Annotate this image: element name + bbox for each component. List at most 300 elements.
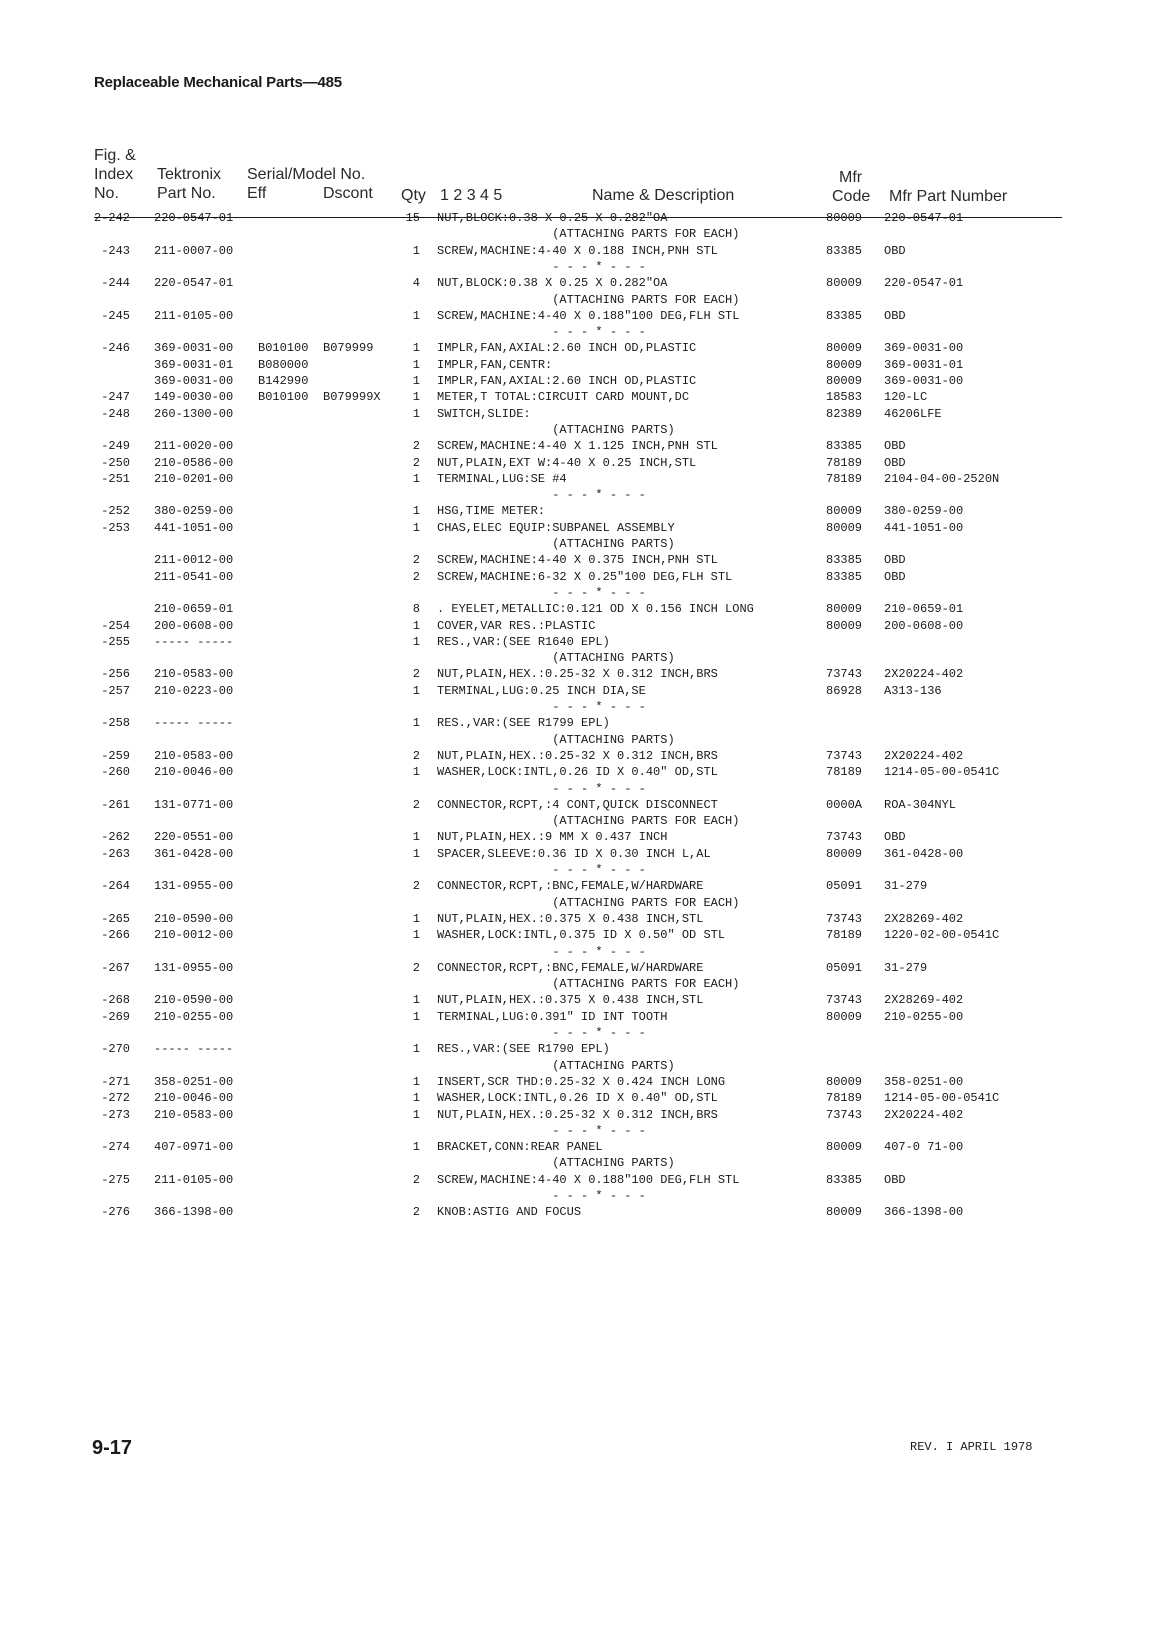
- mfr-part-number: OBD: [884, 569, 906, 584]
- table-row: [0, 960, 1100, 977]
- fig-index: -274: [101, 1140, 130, 1155]
- mfr-part-number: 369-0031-01: [884, 357, 964, 372]
- tektronix-part-no: 200-0608-00: [154, 618, 234, 633]
- fig-header-line2: Index: [94, 166, 134, 183]
- table-row: [0, 1025, 1100, 1042]
- tektronix-part-no: 369-0031-00: [154, 341, 234, 356]
- mfr-part-number: OBD: [884, 455, 906, 470]
- tektronix-part-no: 441-1051-00: [154, 520, 234, 535]
- mfr-code: 83385: [826, 1172, 863, 1187]
- mfr-code: 83385: [826, 243, 863, 258]
- fig-index: -256: [101, 667, 130, 682]
- qty: 1: [412, 1074, 420, 1089]
- table-row: [0, 618, 1100, 635]
- name-description: (ATTACHING PARTS): [437, 537, 675, 551]
- mfr-code: 73743: [826, 993, 863, 1008]
- dscont-header: Dscont: [323, 185, 373, 202]
- name-description: (ATTACHING PARTS FOR EACH): [437, 895, 740, 910]
- qty: 1: [412, 374, 420, 388]
- table-row: [0, 748, 1100, 765]
- serial-header: Serial/Model No.: [247, 166, 366, 183]
- mfr-code: 80009: [826, 1205, 863, 1220]
- mfr-part-number: OBD: [884, 1172, 906, 1187]
- name-description: SPACER,SLEEVE:0.36 ID X 0.30 INCH L,AL: [437, 846, 711, 861]
- table-row: [0, 259, 1100, 276]
- mfr-header-line1: Mfr: [839, 169, 863, 186]
- tektronix-header-line2: Part No.: [157, 185, 216, 202]
- table-row: [0, 585, 1100, 602]
- name-description: WASHER,LOCK:INTL,0.26 ID X 0.40" OD,STL: [437, 765, 718, 780]
- qty: 1: [412, 308, 420, 323]
- tektronix-part-no: 210-0583-00: [154, 667, 234, 682]
- table-row: [0, 569, 1100, 586]
- table-row: [0, 846, 1100, 863]
- name-description: - - - * - - -: [437, 585, 646, 600]
- table-row: [0, 797, 1100, 814]
- name-description: - - - * - - -: [437, 325, 646, 340]
- mfr-code: 83385: [826, 439, 863, 454]
- table-row: [0, 438, 1100, 455]
- mfr-code: 0000A: [826, 797, 863, 812]
- tektronix-part-no: 131-0955-00: [154, 879, 234, 894]
- tektronix-part-no: 210-0586-00: [154, 455, 234, 470]
- mfr-code: 80009: [826, 1074, 863, 1089]
- table-row: [0, 471, 1100, 488]
- table-row: [0, 1204, 1100, 1221]
- fig-index: -271: [101, 1074, 130, 1089]
- name-description: METER,T TOTAL:CIRCUIT CARD MOUNT,DC: [437, 390, 690, 405]
- mfr-part-number: 46206LFE: [884, 406, 942, 421]
- mfr-part-number: OBD: [884, 553, 906, 568]
- table-row: [0, 503, 1100, 520]
- mfr-part-number: 2X28269-402: [884, 911, 964, 926]
- table-row: [0, 927, 1100, 944]
- fig-header-line1: Fig. &: [94, 147, 136, 164]
- tektronix-part-no: 211-0012-00: [154, 553, 234, 568]
- qty: 1: [412, 406, 420, 421]
- table-row: [0, 1107, 1100, 1124]
- qty: 2: [412, 1172, 420, 1187]
- tektronix-part-no: ----- -----: [154, 1042, 234, 1057]
- name-description: WASHER,LOCK:INTL,0.26 ID X 0.40" OD,STL: [437, 1091, 718, 1106]
- fig-index: -262: [101, 830, 130, 845]
- mfr-code: 73743: [826, 1107, 863, 1122]
- fig-index: -263: [101, 846, 130, 861]
- table-row: [0, 292, 1100, 309]
- fig-index: -249: [101, 439, 130, 454]
- name-description: (ATTACHING PARTS FOR EACH): [437, 227, 740, 242]
- fig-index: -252: [101, 504, 130, 519]
- table-row: [0, 520, 1100, 537]
- name-description: - - - * - - -: [437, 1026, 646, 1040]
- mfr-code: 73743: [826, 830, 863, 845]
- tektronix-part-no: 369-0031-01: [154, 357, 234, 372]
- mfr-code: 73743: [826, 667, 863, 682]
- table-row: [0, 324, 1100, 341]
- name-description: SCREW,MACHINE:4-40 X 0.188"100 DEG,FLH STL: [437, 308, 740, 323]
- qty: 1: [412, 846, 420, 861]
- fig-header-line3: No.: [94, 185, 119, 202]
- table-row: [0, 813, 1100, 830]
- tektronix-part-no: 210-0583-00: [154, 748, 234, 763]
- table-row: [0, 1009, 1100, 1026]
- tektronix-part-no: 131-0955-00: [154, 960, 234, 975]
- name-description: RES.,VAR:(SEE R1799 EPL): [437, 716, 610, 731]
- table-row: [0, 764, 1100, 781]
- table-row: [0, 895, 1100, 912]
- mfr-code: 18583: [826, 390, 863, 405]
- fig-index: -261: [101, 797, 130, 812]
- table-row: [0, 1090, 1100, 1107]
- mfr-part-number: 31-279: [884, 960, 928, 975]
- tektronix-part-no: 149-0030-00: [154, 390, 234, 405]
- name-description: NUT,BLOCK:0.38 X 0.25 X 0.282"OA: [437, 211, 668, 225]
- fig-index: -260: [101, 765, 130, 780]
- qty: 1: [412, 504, 420, 519]
- mfr-part-number: 361-0428-00: [884, 846, 964, 861]
- qty: 1: [412, 243, 420, 258]
- tektronix-part-no: 131-0771-00: [154, 797, 234, 812]
- mfr-part-number: 369-0031-00: [884, 374, 964, 388]
- table-row: [0, 373, 1100, 390]
- qty: 1: [412, 993, 420, 1008]
- tektronix-part-no: 210-0012-00: [154, 928, 234, 943]
- tektronix-part-no: 211-0007-00: [154, 243, 234, 258]
- serial-eff: B010100: [258, 341, 309, 356]
- table-row: [0, 992, 1100, 1009]
- fig-index: -244: [101, 276, 130, 291]
- qty: 1: [412, 1042, 420, 1057]
- fig-index: -250: [101, 455, 130, 470]
- fig-index: -272: [101, 1091, 130, 1106]
- name-description: NUT,PLAIN,HEX.:0.25-32 X 0.312 INCH,BRS: [437, 748, 718, 763]
- table-row: [0, 340, 1100, 357]
- name-description: - - - * - - -: [437, 944, 646, 959]
- tektronix-part-no: 407-0971-00: [154, 1140, 234, 1155]
- tektronix-part-no: ----- -----: [154, 634, 234, 649]
- tektronix-part-no: 211-0541-00: [154, 569, 234, 584]
- table-row: [0, 243, 1100, 260]
- mfr-part-number: 441-1051-00: [884, 520, 964, 535]
- fig-index: -275: [101, 1172, 130, 1187]
- table-row: [0, 862, 1100, 879]
- mfr-code: 80009: [826, 276, 863, 291]
- table-row: [0, 781, 1100, 798]
- tektronix-part-no: 211-0105-00: [154, 308, 234, 323]
- mfr-part-number: 220-0547-01: [884, 211, 964, 225]
- mfr-code: 80009: [826, 341, 863, 356]
- fig-index: -247: [101, 390, 130, 405]
- table-row: [0, 650, 1100, 667]
- mfr-part-number: OBD: [884, 439, 906, 454]
- table-row: [0, 357, 1100, 374]
- name-description: CONNECTOR,RCPT,:BNC,FEMALE,W/HARDWARE: [437, 960, 704, 975]
- tektronix-part-no: 210-0590-00: [154, 911, 234, 926]
- mfr-part-number: 120-LC: [884, 390, 928, 405]
- name-description: - - - * - - -: [437, 259, 646, 274]
- mfr-part-number: 1220-02-00-0541C: [884, 928, 1000, 943]
- tektronix-part-no: 210-0046-00: [154, 1091, 234, 1106]
- name-description: - - - * - - -: [437, 1189, 646, 1203]
- mfr-code: 78189: [826, 455, 863, 470]
- qty: 2: [412, 439, 420, 454]
- table-row: [0, 308, 1100, 325]
- name-description: NUT,PLAIN,EXT W:4-40 X 0.25 INCH,STL: [437, 455, 697, 470]
- fig-index: -251: [101, 471, 130, 486]
- table-row: [0, 1155, 1100, 1172]
- qty: 2: [412, 553, 420, 568]
- mfr-code: 05091: [826, 960, 863, 975]
- mfr-part-number: 2X20224-402: [884, 667, 964, 682]
- table-row: [0, 878, 1100, 895]
- qty: 1: [412, 716, 420, 731]
- name-description: (ATTACHING PARTS): [437, 1058, 675, 1073]
- name-description: - - - * - - -: [437, 1123, 646, 1138]
- mfr-part-number-header: Mfr Part Number: [889, 188, 1008, 205]
- table-row: [0, 1139, 1100, 1156]
- table-row: [0, 601, 1100, 618]
- fig-index: -248: [101, 406, 130, 421]
- name-description: (ATTACHING PARTS FOR EACH): [437, 977, 740, 992]
- tektronix-part-no: 211-0020-00: [154, 439, 234, 454]
- mfr-code: 80009: [826, 504, 863, 519]
- qty: 1: [412, 1140, 420, 1155]
- name-description: RES.,VAR:(SEE R1790 EPL): [437, 1042, 610, 1057]
- tektronix-header-line1: Tektronix: [157, 166, 222, 183]
- table-row: [0, 422, 1100, 439]
- mfr-code: 80009: [826, 520, 863, 535]
- name-description: IMPLR,FAN,AXIAL:2.60 INCH OD,PLASTIC: [437, 341, 697, 356]
- fig-index: -269: [101, 1009, 130, 1024]
- name-description: NUT,PLAIN,HEX.:9 MM X 0.437 INCH: [437, 830, 668, 845]
- mfr-code: 83385: [826, 553, 863, 568]
- qty: 2: [412, 748, 420, 763]
- name-description: - - - * - - -: [437, 700, 646, 714]
- fig-index: 2-242: [93, 211, 130, 225]
- mfr-part-number: 407-0 71-00: [884, 1140, 964, 1155]
- qty: 1: [412, 1009, 420, 1024]
- table-row: [0, 829, 1100, 846]
- table-row: [0, 226, 1100, 243]
- tektronix-part-no: 260-1300-00: [154, 406, 234, 421]
- mfr-code: 80009: [826, 846, 863, 861]
- table-row: [0, 1188, 1100, 1205]
- tektronix-part-no: 210-0659-01: [154, 602, 234, 617]
- fig-index: -257: [101, 683, 130, 698]
- tektronix-part-no: 210-0201-00: [154, 471, 234, 486]
- name-description: TERMINAL,LUG:0.391" ID INT TOOTH: [437, 1009, 668, 1024]
- fig-index: -246: [101, 341, 130, 356]
- name-description: NUT,PLAIN,HEX.:0.375 X 0.438 INCH,STL: [437, 993, 704, 1008]
- table-row: [0, 1172, 1100, 1189]
- serial-eff: B010100: [258, 390, 309, 405]
- mfr-part-number: 31-279: [884, 879, 928, 894]
- mfr-part-number: 2X28269-402: [884, 993, 964, 1008]
- table-row: [0, 552, 1100, 569]
- mfr-part-number: OBD: [884, 308, 906, 323]
- table-row: [0, 634, 1100, 651]
- tektronix-part-no: 220-0547-01: [154, 211, 234, 225]
- tektronix-part-no: 210-0590-00: [154, 993, 234, 1008]
- tektronix-part-no: ----- -----: [154, 716, 234, 731]
- table-row: [0, 455, 1100, 472]
- qty: 1: [412, 830, 420, 845]
- qty: 2: [412, 455, 420, 470]
- mfr-code: 78189: [826, 928, 863, 943]
- name-description: CONNECTOR,RCPT,:BNC,FEMALE,W/HARDWARE: [437, 879, 704, 894]
- name-description: NUT,PLAIN,HEX.:0.375 X 0.438 INCH,STL: [437, 911, 704, 926]
- name-description: TERMINAL,LUG:0.25 INCH DIA,SE: [437, 683, 646, 698]
- tektronix-part-no: 210-0223-00: [154, 683, 234, 698]
- mfr-part-number: 1214-05-00-0541C: [884, 765, 1000, 780]
- name-description: INSERT,SCR THD:0.25-32 X 0.424 INCH LONG: [437, 1074, 726, 1089]
- mfr-part-number: 380-0259-00: [884, 504, 964, 519]
- table-row: [0, 699, 1100, 716]
- name-description: SCREW,MACHINE:4-40 X 0.188 INCH,PNH STL: [437, 243, 718, 258]
- mfr-code: 78189: [826, 1091, 863, 1106]
- tektronix-part-no: 358-0251-00: [154, 1074, 234, 1089]
- table-row: [0, 1041, 1100, 1058]
- mfr-part-number: 366-1398-00: [884, 1205, 964, 1220]
- name-description: (ATTACHING PARTS): [437, 1156, 675, 1171]
- mfr-part-number: OBD: [884, 830, 906, 845]
- fig-index: -254: [101, 618, 130, 633]
- name-description: NUT,BLOCK:0.38 X 0.25 X 0.282"OA: [437, 276, 668, 291]
- fig-index: -273: [101, 1107, 130, 1122]
- mfr-part-number: A313-136: [884, 683, 942, 698]
- mfr-code: 80009: [826, 602, 863, 617]
- qty: 1: [412, 618, 420, 633]
- qty: 1: [412, 1091, 420, 1106]
- tektronix-part-no: 220-0551-00: [154, 830, 234, 845]
- tektronix-part-no: 211-0105-00: [154, 1172, 234, 1187]
- mfr-part-number: 210-0659-01: [884, 602, 964, 617]
- fig-index: -265: [101, 911, 130, 926]
- serial-eff: B142990: [258, 374, 309, 388]
- qty-header: Qty: [401, 187, 426, 204]
- table-row: [0, 976, 1100, 993]
- fig-index: -245: [101, 308, 130, 323]
- qty: 1: [412, 683, 420, 698]
- fig-index: -264: [101, 879, 130, 894]
- fig-index: -266: [101, 928, 130, 943]
- tektronix-part-no: 220-0547-01: [154, 276, 234, 291]
- mfr-code: 83385: [826, 569, 863, 584]
- table-row: [0, 944, 1100, 961]
- table-row: [0, 1058, 1100, 1075]
- name-description: TERMINAL,LUG:SE #4: [437, 471, 567, 486]
- qty: 4: [412, 276, 420, 291]
- page-title: Replaceable Mechanical Parts—485: [94, 74, 342, 91]
- name-description: SCREW,MACHINE:6-32 X 0.25"100 DEG,FLH STL: [437, 569, 733, 584]
- mfr-code: 78189: [826, 765, 863, 780]
- serial-eff: B080000: [258, 357, 309, 372]
- name-description: BRACKET,CONN:REAR PANEL: [437, 1140, 603, 1155]
- qty: 1: [412, 357, 420, 372]
- mfr-part-number: 1214-05-00-0541C: [884, 1091, 1000, 1106]
- fig-index: -253: [101, 520, 130, 535]
- table-row: [0, 1074, 1100, 1091]
- name-description: (ATTACHING PARTS): [437, 732, 675, 747]
- mfr-part-number: 200-0608-00: [884, 618, 964, 633]
- table-row: [0, 389, 1100, 406]
- levels-header: 1 2 3 4 5: [440, 187, 503, 204]
- tektronix-part-no: 210-0583-00: [154, 1107, 234, 1122]
- qty: 2: [412, 879, 420, 894]
- mfr-part-number: 369-0031-00: [884, 341, 964, 356]
- fig-index: -243: [101, 243, 130, 258]
- name-description: HSG,TIME METER:: [437, 504, 546, 519]
- table-row: [0, 1123, 1100, 1140]
- mfr-code: 73743: [826, 911, 863, 926]
- mfr-part-number: OBD: [884, 243, 906, 258]
- serial-dscont: B079999: [323, 341, 374, 356]
- name-description: SCREW,MACHINE:4-40 X 1.125 INCH,PNH STL: [437, 439, 718, 454]
- name-description: WASHER,LOCK:INTL,0.375 ID X 0.50" OD STL: [437, 928, 726, 943]
- qty: 1: [412, 911, 420, 926]
- revision-note: REV. I APRIL 1978: [910, 1440, 1033, 1454]
- name-description: CHAS,ELEC EQUIP:SUBPANEL ASSEMBLY: [437, 520, 675, 535]
- table-row: [0, 536, 1100, 553]
- fig-index: -267: [101, 960, 130, 975]
- name-description: . EYELET,METALLIC:0.121 OD X 0.156 INCH LONG: [437, 602, 754, 617]
- mfr-code: 80009: [826, 1009, 863, 1024]
- name-description: (ATTACHING PARTS): [437, 651, 675, 666]
- qty: 2: [412, 960, 420, 975]
- name-description-header: Name & Description: [592, 187, 735, 204]
- table-row: [0, 666, 1100, 683]
- mfr-code: 05091: [826, 879, 863, 894]
- tektronix-part-no: 369-0031-00: [154, 374, 234, 388]
- name-description: IMPLR,FAN,CENTR:: [437, 357, 553, 372]
- name-description: SWITCH,SLIDE:: [437, 406, 531, 421]
- mfr-code-header: Code: [832, 188, 871, 205]
- name-description: CONNECTOR,RCPT,:4 CONT,QUICK DISCONNECT: [437, 797, 718, 812]
- table-row: [0, 210, 1100, 227]
- mfr-code: 78189: [826, 471, 863, 486]
- mfr-part-number: 2104-04-00-2520N: [884, 471, 1000, 486]
- name-description: NUT,PLAIN,HEX.:0.25-32 X 0.312 INCH,BRS: [437, 1107, 718, 1122]
- name-description: - - - * - - -: [437, 863, 646, 877]
- qty: 2: [412, 667, 420, 682]
- fig-index: -268: [101, 993, 130, 1008]
- qty: 1: [412, 390, 420, 405]
- mfr-part-number: 358-0251-00: [884, 1074, 964, 1089]
- qty: 15: [405, 211, 420, 225]
- name-description: (ATTACHING PARTS FOR EACH): [437, 814, 740, 829]
- qty: 1: [412, 341, 420, 356]
- page-number: 9-17: [92, 1437, 133, 1459]
- mfr-code: 80009: [826, 1140, 863, 1155]
- name-description: (ATTACHING PARTS): [437, 422, 675, 437]
- fig-index: -270: [101, 1042, 130, 1057]
- qty: 1: [412, 520, 420, 535]
- qty: 2: [412, 569, 420, 584]
- qty: 1: [412, 928, 420, 943]
- fig-index: -276: [101, 1205, 130, 1220]
- fig-index: -255: [101, 634, 130, 649]
- name-description: SCREW,MACHINE:4-40 X 0.188"100 DEG,FLH STL: [437, 1172, 740, 1187]
- table-row: [0, 911, 1100, 928]
- mfr-code: 86928: [826, 683, 863, 698]
- qty: 1: [412, 634, 420, 649]
- name-description: - - - * - - -: [437, 781, 646, 796]
- mfr-code: 80009: [826, 618, 863, 633]
- table-row: [0, 715, 1100, 732]
- qty: 1: [412, 471, 420, 486]
- mfr-code: 82389: [826, 406, 863, 421]
- mfr-code: 83385: [826, 308, 863, 323]
